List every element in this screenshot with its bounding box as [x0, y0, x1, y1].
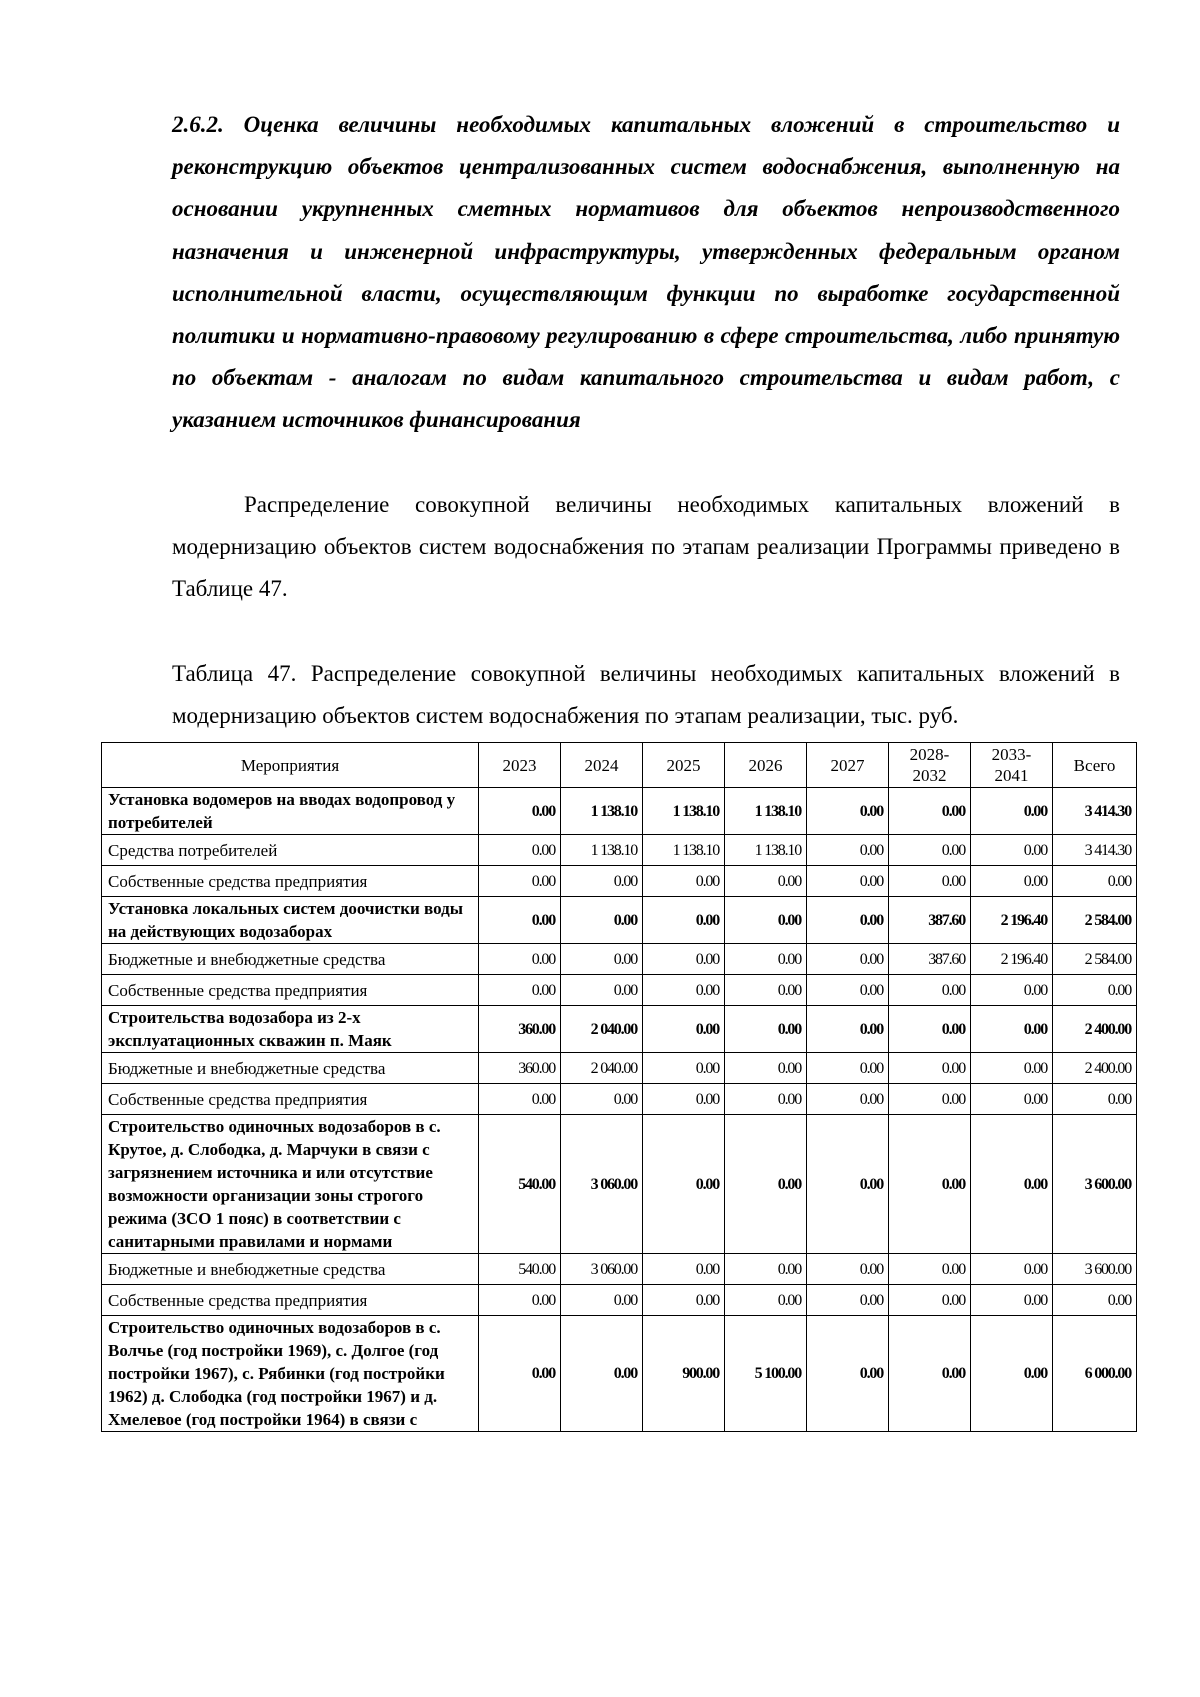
value-cell: 0.00: [807, 1115, 889, 1254]
column-header: 2025: [643, 743, 725, 788]
value-cell: 0.00: [561, 1316, 643, 1432]
measure-name-cell: Собственные средства предприятия: [102, 975, 479, 1006]
measure-row: [102, 1316, 1137, 1432]
value-cell: 0.00: [807, 788, 889, 835]
value-cell: 0.00: [971, 1115, 1053, 1254]
value-cell: 0.00: [807, 1006, 889, 1053]
value-cell: 0.00: [807, 897, 889, 944]
value-cell: 0.00: [725, 1115, 807, 1254]
value-cell: 2 584.00: [1053, 944, 1137, 975]
value-cell: 1 138.10: [561, 835, 643, 866]
table-header-row: [102, 743, 1137, 788]
measure-name-cell: Бюджетные и внебюджетные средства: [102, 944, 479, 975]
funding-source-row: [102, 835, 1137, 866]
value-cell: 0.00: [889, 1254, 971, 1285]
value-cell: 360.00: [479, 1053, 561, 1084]
value-cell: 0.00: [971, 975, 1053, 1006]
measure-name-cell: Строительства водозабора из 2-х эксплуатационных скважин п. Маяк: [102, 1006, 479, 1053]
value-cell: 0.00: [1053, 1285, 1137, 1316]
measure-name-cell: Установка локальных систем доочистки воды на действующих водозаборах: [102, 897, 479, 944]
value-cell: 0.00: [561, 1285, 643, 1316]
value-cell: 0.00: [643, 1115, 725, 1254]
value-cell: 5 100.00: [725, 1316, 807, 1432]
funding-source-row: [102, 1053, 1137, 1084]
value-cell: 0.00: [971, 1006, 1053, 1053]
column-header: 2028- 2032: [889, 743, 971, 788]
column-header: 2027: [807, 743, 889, 788]
value-cell: 0.00: [725, 897, 807, 944]
funding-source-row: [102, 975, 1137, 1006]
value-cell: 2 196.40: [971, 944, 1053, 975]
value-cell: 0.00: [643, 1006, 725, 1053]
table-caption: Таблица 47. Распределение совокупной величины необходимых капитальных вложений в модернизацию объектов систем водоснабжения по этапам реализации, тыс. руб.: [172, 661, 1120, 728]
value-cell: 0.00: [643, 1053, 725, 1084]
value-cell: 0.00: [971, 1053, 1053, 1084]
value-cell: 0.00: [807, 1084, 889, 1115]
value-cell: 0.00: [889, 1053, 971, 1084]
value-cell: 0.00: [479, 866, 561, 897]
value-cell: 3 414.30: [1053, 788, 1137, 835]
value-cell: 0.00: [1053, 1084, 1137, 1115]
value-cell: 0.00: [643, 866, 725, 897]
value-cell: 0.00: [889, 1285, 971, 1316]
value-cell: 0.00: [889, 1115, 971, 1254]
value-cell: 3 600.00: [1053, 1115, 1137, 1254]
value-cell: 0.00: [643, 1254, 725, 1285]
value-cell: 3 060.00: [561, 1115, 643, 1254]
value-cell: 0.00: [561, 866, 643, 897]
value-cell: 0.00: [889, 1006, 971, 1053]
value-cell: 360.00: [479, 1006, 561, 1053]
funding-source-row: [102, 1084, 1137, 1115]
value-cell: 387.60: [889, 944, 971, 975]
investment-table: [101, 742, 1137, 1432]
value-cell: 3 060.00: [561, 1254, 643, 1285]
funding-source-row: [102, 944, 1137, 975]
value-cell: 0.00: [479, 1316, 561, 1432]
value-cell: 0.00: [561, 944, 643, 975]
value-cell: 0.00: [725, 866, 807, 897]
value-cell: 0.00: [643, 975, 725, 1006]
value-cell: 0.00: [643, 1084, 725, 1115]
value-cell: 0.00: [643, 1285, 725, 1316]
measure-name-cell: Строительство одиночных водозаборов в с. Крутое, д. Слободка, д. Марчуки в связи с загрязнением источника и или отсутствие возможности организации зоны строгого режима (ЗСО 1 пояс) в соответствии с санитарными правилами и нормами: [102, 1115, 479, 1254]
value-cell: 0.00: [561, 1084, 643, 1115]
value-cell: 0.00: [725, 1285, 807, 1316]
value-cell: 0.00: [725, 975, 807, 1006]
table-body: [102, 788, 1137, 1432]
value-cell: 0.00: [971, 866, 1053, 897]
value-cell: 540.00: [479, 1254, 561, 1285]
measure-name-cell: Собственные средства предприятия: [102, 1084, 479, 1115]
value-cell: 0.00: [479, 1084, 561, 1115]
value-cell: 1 138.10: [643, 788, 725, 835]
value-cell: 0.00: [971, 1316, 1053, 1432]
value-cell: 0.00: [725, 944, 807, 975]
value-cell: 0.00: [561, 975, 643, 1006]
value-cell: 0.00: [725, 1254, 807, 1285]
value-cell: 1 138.10: [643, 835, 725, 866]
value-cell: 0.00: [561, 897, 643, 944]
column-header: 2026: [725, 743, 807, 788]
value-cell: 2 584.00: [1053, 897, 1137, 944]
intro-paragraph: Распределение совокупной величины необходимых капитальных вложений в модернизацию объектов систем водоснабжения по этапам реализации Программы приведено в Таблице 47.: [172, 492, 1120, 601]
value-cell: 0.00: [479, 975, 561, 1006]
column-header: 2024: [561, 743, 643, 788]
value-cell: 0.00: [807, 1316, 889, 1432]
column-header: Всего: [1053, 743, 1137, 788]
value-cell: 1 138.10: [561, 788, 643, 835]
value-cell: 0.00: [643, 897, 725, 944]
value-cell: 0.00: [889, 1084, 971, 1115]
value-cell: 0.00: [889, 788, 971, 835]
column-header: 2033- 2041: [971, 743, 1053, 788]
value-cell: 0.00: [1053, 866, 1137, 897]
measure-name-cell: Бюджетные и внебюджетные средства: [102, 1053, 479, 1084]
value-cell: 0.00: [971, 788, 1053, 835]
value-cell: 0.00: [971, 1084, 1053, 1115]
value-cell: 0.00: [725, 1006, 807, 1053]
value-cell: 0.00: [1053, 975, 1137, 1006]
measure-name-cell: Собственные средства предприятия: [102, 866, 479, 897]
measure-name-cell: Бюджетные и внебюджетные средства: [102, 1254, 479, 1285]
value-cell: 0.00: [889, 835, 971, 866]
value-cell: 3 600.00: [1053, 1254, 1137, 1285]
funding-source-row: [102, 1254, 1137, 1285]
measure-name-cell: Собственные средства предприятия: [102, 1285, 479, 1316]
value-cell: 0.00: [807, 866, 889, 897]
value-cell: 0.00: [479, 897, 561, 944]
measure-name-cell: Строительство одиночных водозаборов в с. Волчье (год постройки 1969), с. Долгое (год постройки 1967), с. Рябинки (год постройки 1962) д. Слободка (год постройки 1967) и д. Хмелевое (год постройки 1964) в связи с: [102, 1316, 479, 1432]
value-cell: 540.00: [479, 1115, 561, 1254]
value-cell: 6 000.00: [1053, 1316, 1137, 1432]
measure-name-cell: Установка водомеров на вводах водопровод у потребителей: [102, 788, 479, 835]
value-cell: 0.00: [725, 1053, 807, 1084]
value-cell: 0.00: [725, 1084, 807, 1115]
value-cell: 0.00: [479, 1285, 561, 1316]
value-cell: 2 040.00: [561, 1006, 643, 1053]
value-cell: 0.00: [807, 944, 889, 975]
value-cell: 0.00: [479, 944, 561, 975]
measure-row: [102, 897, 1137, 944]
funding-source-row: [102, 1285, 1137, 1316]
value-cell: 0.00: [807, 1254, 889, 1285]
measure-row: [102, 788, 1137, 835]
value-cell: 0.00: [889, 866, 971, 897]
value-cell: 0.00: [889, 1316, 971, 1432]
value-cell: 2 196.40: [971, 897, 1053, 944]
column-header: Мероприятия: [102, 743, 479, 788]
value-cell: 0.00: [479, 788, 561, 835]
measure-row: [102, 1115, 1137, 1254]
value-cell: 0.00: [643, 944, 725, 975]
value-cell: 2 400.00: [1053, 1053, 1137, 1084]
value-cell: 0.00: [807, 1285, 889, 1316]
value-cell: 0.00: [971, 1254, 1053, 1285]
value-cell: 0.00: [479, 835, 561, 866]
measure-name-cell: Средства потребителей: [102, 835, 479, 866]
value-cell: 0.00: [807, 1053, 889, 1084]
measure-row: [102, 1006, 1137, 1053]
value-cell: 0.00: [807, 975, 889, 1006]
value-cell: 2 400.00: [1053, 1006, 1137, 1053]
value-cell: 1 138.10: [725, 788, 807, 835]
funding-source-row: [102, 866, 1137, 897]
value-cell: 1 138.10: [725, 835, 807, 866]
section-heading: 2.6.2. Оценка величины необходимых капитальных вложений в строительство и реконструкцию объектов централизованных систем водоснабжения, выполненную на основании укрупненных сметных нормативов для объектов непроизводственного назначения и инженерной инфраструктуры, утвержденных федеральным органом исполнительной власти, осуществляющим функции по выработке государственной политики и нормативно-правовому регулированию в сфере строительства, либо принятую по объектам - аналогам по видам капитального строительства и видам работ, с указанием источников финансирования: [172, 112, 1120, 433]
value-cell: 387.60: [889, 897, 971, 944]
value-cell: 0.00: [971, 835, 1053, 866]
value-cell: 0.00: [889, 975, 971, 1006]
value-cell: 0.00: [971, 1285, 1053, 1316]
value-cell: 3 414.30: [1053, 835, 1137, 866]
value-cell: 0.00: [807, 835, 889, 866]
value-cell: 2 040.00: [561, 1053, 643, 1084]
column-header: 2023: [479, 743, 561, 788]
value-cell: 900.00: [643, 1316, 725, 1432]
